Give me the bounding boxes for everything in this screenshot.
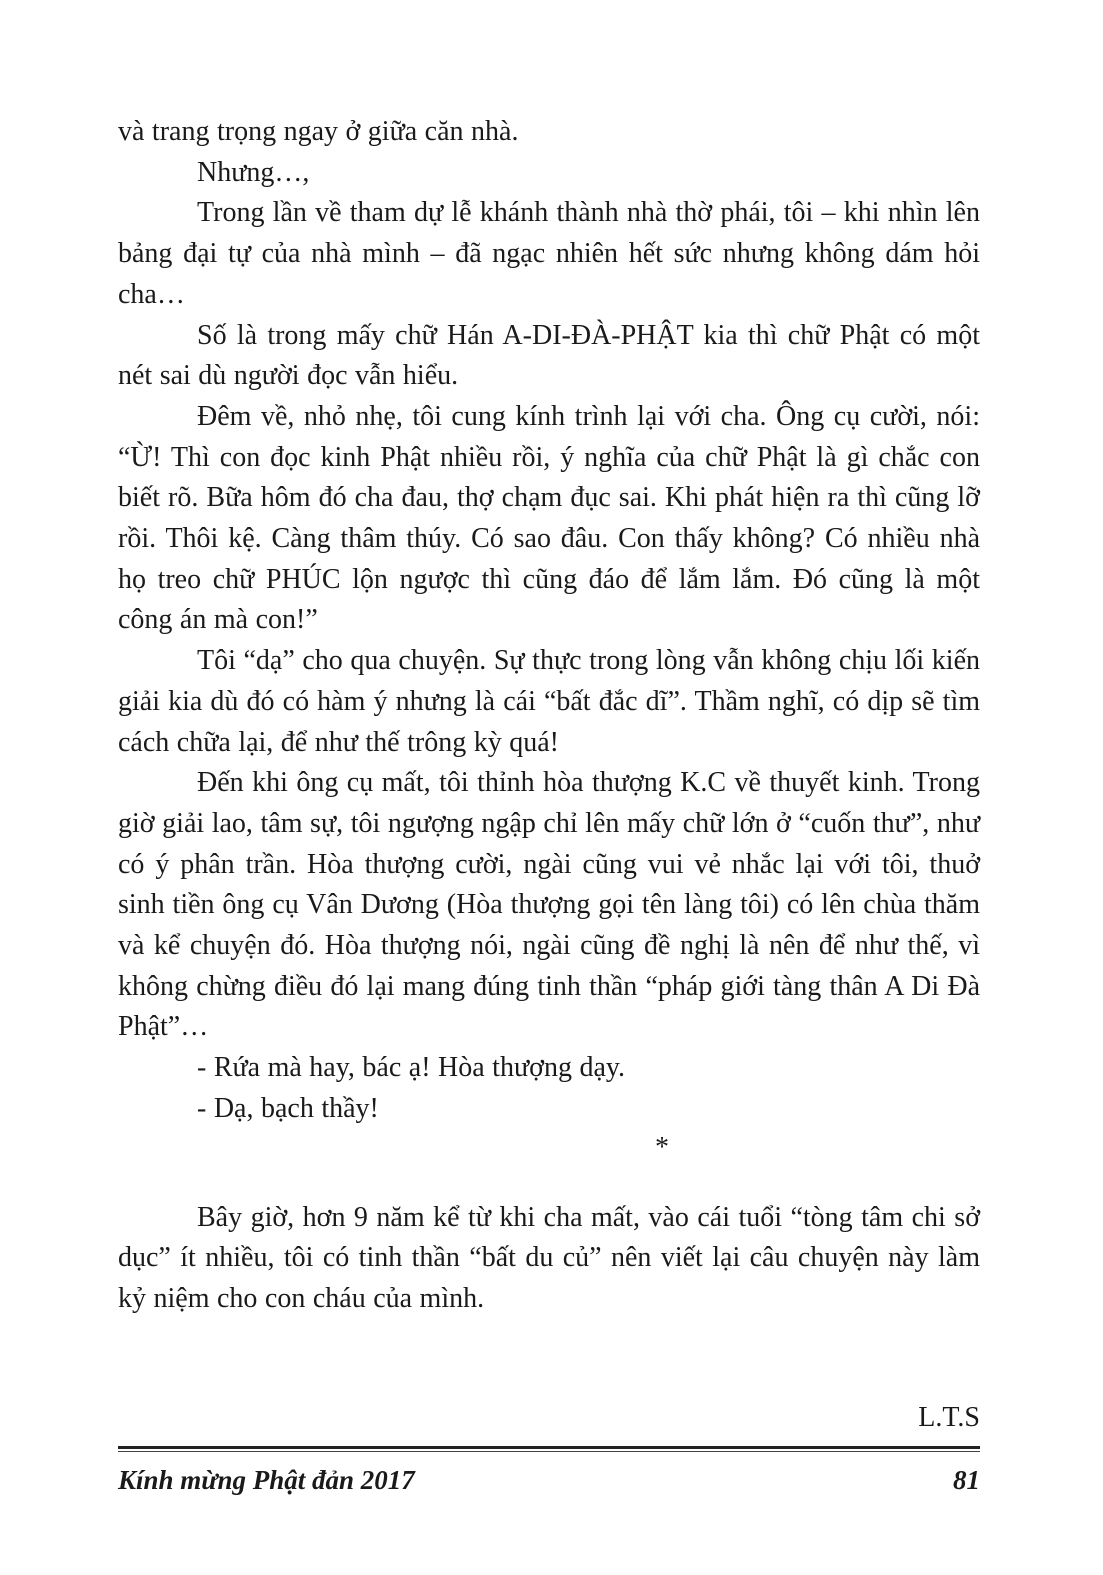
paragraph-ceremony: Trong lần về tham dự lễ khánh thành nhà thờ phái, tôi – khi nhìn lên bảng đại tự của nhà mình – đã ngạc nhiên hết sức nhưng không dám hỏi cha… <box>118 197 980 310</box>
paragraph-reluctance: Tôi “dạ” cho qua chuyện. Sự thực trong lòng vẫn không chịu lối kiến giải kia dù đó có hàm ý nhưng là cái “bất đắc dĩ”. Thầm nghĩ, có dịp sẽ tìm cách chữa lại, để như thế trông kỳ quá! <box>118 645 980 758</box>
dialog-line-monk: - Rứa mà hay, bác ạ! Hòa thượng dạy. <box>197 1052 626 1084</box>
paragraph-nhung: Nhưng…, <box>197 156 310 188</box>
paragraph-father-reply: Đêm về, nhỏ nhẹ, tôi cung kính trình lại với cha. Ông cụ cười, nói: “Ừ! Thì con đọc kinh Phật nhiều rồi, ý nghĩa của chữ Phật là gì chắc con biết rõ. Bữa hôm đó cha đau, thợ chạm đục sai. Khi phát hiện ra thì cũng lỡ rồi. Thôi kệ. Càng thâm thúy. Có sao đâu. Con thấy không? Có nhiều nhà họ treo chữ PHÚC lộn ngược thì cũng đáo để lắm lắm. Đó cũng là một công án mà con!” <box>118 400 980 636</box>
paragraph-wrong-stroke: Số là trong mấy chữ Hán A-DI-ĐÀ-PHẬT kia thì chữ Phật có một nét sai dù người đọc vẫn hiểu. <box>118 319 980 392</box>
footer-book-title: Kính mừng Phật đản 2017 <box>118 1465 415 1495</box>
section-separator: * <box>655 1131 669 1163</box>
paragraph-closing: Bây giờ, hơn 9 năm kể từ khi cha mất, vào cái tuổi “tòng tâm chi sở dục” ít nhiều, tôi có tinh thần “bất du củ” nên viết lại câu chuyện này làm kỷ niệm cho con cháu của mình. <box>118 1201 980 1314</box>
paragraph-continuation: và trang trọng ngay ở giữa căn nhà. <box>118 116 519 147</box>
footer-rule-thin <box>118 1451 980 1452</box>
author-signature: L.T.S <box>918 1402 980 1433</box>
page-number: 81 <box>953 1465 980 1495</box>
page-body <box>118 112 980 1320</box>
dialog-line-reply: - Dạ, bạch thầy! <box>197 1092 379 1124</box>
footer-rule-thick <box>118 1446 980 1449</box>
paragraph-monk: Đến khi ông cụ mất, tôi thỉnh hòa thượng K.C về thuyết kinh. Trong giờ giải lao, tâm sự, tôi ngượng ngập chỉ lên mấy chữ lớn ở “cuốn thư”, như có ý phân trần. Hòa thượng cười, ngài cũng vui vẻ nhắc lại với tôi, thuở sinh tiền ông cụ Vân Dương (Hòa thượng gọi tên làng tôi) có lên chùa thăm và kể chuyện đó. Hòa thượng nói, ngài cũng đề nghị là nên để như thế, vì không chừng điều đó lại mang đúng tinh thần “pháp giới tàng thân A Di Đà Phật”… <box>118 767 980 1043</box>
